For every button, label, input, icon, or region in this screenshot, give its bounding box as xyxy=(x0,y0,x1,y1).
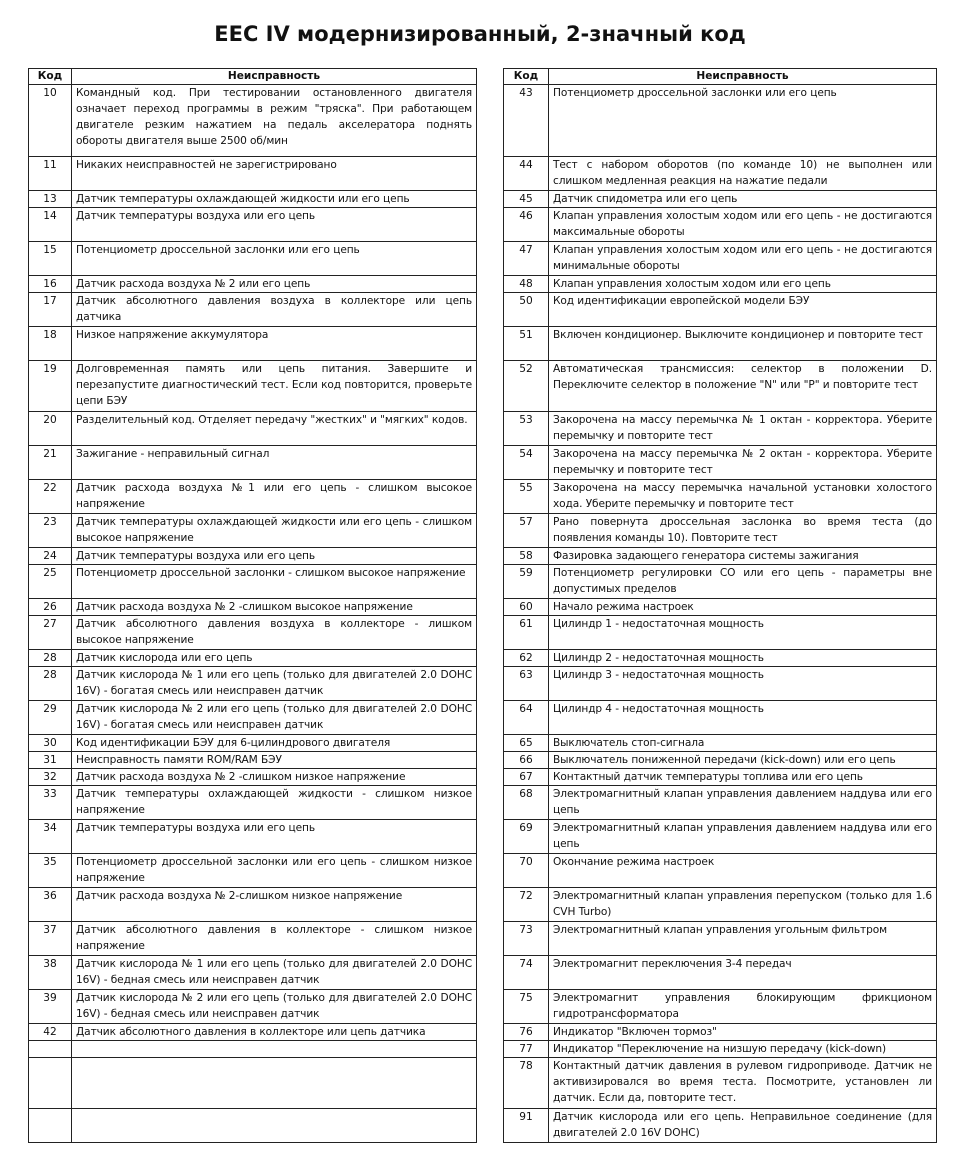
fault-description: Датчик кислорода № 1 или его цепь (только для двигателей 2.0 DOHC 16V) - бедная смесь или неисправен датчик xyxy=(72,956,477,990)
table-row xyxy=(504,242,937,276)
fault-code: 70 xyxy=(504,854,549,888)
fault-code xyxy=(29,1058,72,1109)
fault-description: Низкое напряжение аккумулятора xyxy=(72,327,477,361)
fault-code: 16 xyxy=(29,276,72,293)
table-row xyxy=(29,922,477,956)
fault-code: 24 xyxy=(29,548,72,565)
fault-description: Цилиндр 2 - недостаточная мощность xyxy=(549,650,937,667)
fault-code: 75 xyxy=(504,990,549,1024)
fault-code: 11 xyxy=(29,157,72,191)
table-row xyxy=(29,820,477,854)
fault-code: 74 xyxy=(504,956,549,990)
fault-description: Выключатель пониженной передачи (kick-down) или его цепь xyxy=(549,752,937,769)
fault-description: Электромагнит переключения 3-4 передач xyxy=(549,956,937,990)
table-row xyxy=(504,990,937,1024)
table-row xyxy=(504,157,937,191)
fault-description: Электромагнитный клапан управления угольным фильтром xyxy=(549,922,937,956)
table-row xyxy=(29,565,477,599)
fault-description: Клапан управления холостым ходом или его цепь xyxy=(549,276,937,293)
fault-description: Электромагнитный клапан управления перепуском (только для 1.6 CVH Turbo) xyxy=(549,888,937,922)
fault-code: 76 xyxy=(504,1024,549,1041)
table-row xyxy=(29,85,477,157)
fault-code: 58 xyxy=(504,548,549,565)
fault-description: Разделительный код. Отделяет передачу "жестких" и "мягких" кодов. xyxy=(72,412,477,446)
fault-description: Датчик температуры охлаждающей жидкости - слишком низкое напряжение xyxy=(72,786,477,820)
fault-description: Командный код. При тестировании остановленного двигателя означает переход программы в режим "тряска". При работающем двигателе резким нажатием на педаль акселератора поднять обороты двигателя выше 2500 об/мин xyxy=(72,85,477,157)
table-row xyxy=(504,650,937,667)
fault-code: 63 xyxy=(504,667,549,701)
table-row xyxy=(29,786,477,820)
fault-description: Закорочена на массу перемычка № 2 октан - корректора. Уберите перемычку и повторите тест xyxy=(549,446,937,480)
fault-code: 18 xyxy=(29,327,72,361)
fault-code-table-left xyxy=(28,68,477,1143)
fault-code: 28 xyxy=(29,667,72,701)
fault-code: 26 xyxy=(29,599,72,616)
fault-code: 62 xyxy=(504,650,549,667)
table-row xyxy=(504,667,937,701)
table-row xyxy=(29,191,477,208)
fault-description: Закорочена на массу перемычка № 1 октан - корректора. Уберите перемычку и повторите тест xyxy=(549,412,937,446)
fault-code: 33 xyxy=(29,786,72,820)
table-row xyxy=(504,327,937,361)
fault-description: Датчик кислорода № 2 или его цепь (только для двигателей 2.0 DOHC 16V) - богатая смесь или неисправен датчик xyxy=(72,701,477,735)
fault-description: Датчик температуры воздуха или его цепь xyxy=(72,548,477,565)
fault-description: Датчик кислорода № 1 или его цепь (только для двигателей 2.0 DOHC 16V) - богатая смесь или неисправен датчик xyxy=(72,667,477,701)
table-row xyxy=(29,1109,477,1143)
fault-description: Цилиндр 3 - недостаточная мощность xyxy=(549,667,937,701)
fault-code: 17 xyxy=(29,293,72,327)
fault-description: Датчик температуры воздуха или его цепь xyxy=(72,208,477,242)
column-header-code: Код xyxy=(504,69,549,85)
fault-code: 29 xyxy=(29,701,72,735)
table-row xyxy=(29,650,477,667)
fault-code: 45 xyxy=(504,191,549,208)
fault-code: 46 xyxy=(504,208,549,242)
table-row xyxy=(29,667,477,701)
table-row xyxy=(29,412,477,446)
fault-code: 65 xyxy=(504,735,549,752)
fault-description: Датчик расхода воздуха № 2 -слишком высокое напряжение xyxy=(72,599,477,616)
fault-description: Датчик температуры охлаждающей жидкости или его цепь - слишком высокое напряжение xyxy=(72,514,477,548)
fault-description: Цилиндр 1 - недостаточная мощность xyxy=(549,616,937,650)
table-row xyxy=(504,599,937,616)
table-row xyxy=(29,1024,477,1041)
column-header-fault: Неисправность xyxy=(72,69,477,85)
fault-description: Потенциометр дроссельной заслонки или его цепь - слишком низкое напряжение xyxy=(72,854,477,888)
fault-description: Клапан управления холостым ходом или его цепь - не достигаются максимальные обороты xyxy=(549,208,937,242)
fault-description: Окончание режима настроек xyxy=(549,854,937,888)
fault-code: 15 xyxy=(29,242,72,276)
fault-code: 61 xyxy=(504,616,549,650)
fault-code xyxy=(29,1109,72,1143)
fault-code: 43 xyxy=(504,85,549,157)
page-title: EEC IV модернизированный, 2-значный код xyxy=(214,22,746,46)
table-row xyxy=(29,769,477,786)
fault-description: Датчик кислорода или его цепь xyxy=(72,650,477,667)
fault-description: Датчик температуры охлаждающей жидкости или его цепь xyxy=(72,191,477,208)
fault-description: Код идентификации БЭУ для 6-цилиндрового двигателя xyxy=(72,735,477,752)
fault-description: Рано повернута дроссельная заслонка во время теста (до появления команды 10). Повторите тест xyxy=(549,514,937,548)
fault-code: 39 xyxy=(29,990,72,1024)
fault-description: Потенциометр регулировки CO или его цепь - параметры вне допустимых пределов xyxy=(549,565,937,599)
table-body-right xyxy=(504,85,937,1143)
fault-description: Датчик абсолютного давления в коллекторе - слишком низкое напряжение xyxy=(72,922,477,956)
fault-code: 91 xyxy=(504,1109,549,1143)
fault-description: Электромагнит управления блокирующим фрикционом гидротрансформатора xyxy=(549,990,937,1024)
table-row xyxy=(29,548,477,565)
table-row xyxy=(29,616,477,650)
fault-code: 47 xyxy=(504,242,549,276)
table-row xyxy=(504,1058,937,1109)
table-row xyxy=(504,1109,937,1143)
fault-description: Тест с набором оборотов (по команде 10) не выполнен или слишком медленная реакция на нажатие педали xyxy=(549,157,937,191)
fault-code: 31 xyxy=(29,752,72,769)
table-row xyxy=(29,1041,477,1058)
fault-code: 48 xyxy=(504,276,549,293)
table-row xyxy=(504,191,937,208)
table-row xyxy=(504,735,937,752)
table-row xyxy=(504,85,937,157)
fault-description: Потенциометр дроссельной заслонки - слишком высокое напряжение xyxy=(72,565,477,599)
table-row xyxy=(29,293,477,327)
fault-description: Электромагнитный клапан управления давлением наддува или его цепь xyxy=(549,786,937,820)
column-header-fault: Неисправность xyxy=(549,69,937,85)
table-row xyxy=(504,565,937,599)
fault-code: 55 xyxy=(504,480,549,514)
fault-code: 20 xyxy=(29,412,72,446)
fault-code: 67 xyxy=(504,769,549,786)
table-row xyxy=(29,1058,477,1109)
fault-description: Контактный датчик давления в рулевом гидроприводе. Датчик не активизировался во время теста. Посмотрите, установлен ли датчик. Если да, повторите тест. xyxy=(549,1058,937,1109)
table-body-left xyxy=(29,85,477,1143)
fault-description: Фазировка задающего генератора системы зажигания xyxy=(549,548,937,565)
fault-description: Индикатор "Включен тормоз" xyxy=(549,1024,937,1041)
fault-code: 42 xyxy=(29,1024,72,1041)
fault-code: 50 xyxy=(504,293,549,327)
fault-description: Никаких неисправностей не зарегистрировано xyxy=(72,157,477,191)
fault-description: Контактный датчик температуры топлива или его цепь xyxy=(549,769,937,786)
fault-description: Датчик расхода воздуха № 2-слишком низкое напряжение xyxy=(72,888,477,922)
table-row xyxy=(504,293,937,327)
fault-description: Датчик абсолютного давления воздуха в коллекторе - лишком высокое напряжение xyxy=(72,616,477,650)
fault-description: Код идентификации европейской модели БЭУ xyxy=(549,293,937,327)
fault-description: Датчик расхода воздуха № 2 -слишком низкое напряжение xyxy=(72,769,477,786)
table-row xyxy=(504,276,937,293)
table-row xyxy=(29,208,477,242)
table-row xyxy=(504,888,937,922)
table-row xyxy=(504,616,937,650)
table-row xyxy=(29,599,477,616)
fault-code: 69 xyxy=(504,820,549,854)
table-row xyxy=(29,854,477,888)
table-row xyxy=(504,446,937,480)
fault-description: Зажигание - неправильный сигнал xyxy=(72,446,477,480)
fault-description xyxy=(72,1109,477,1143)
fault-code: 68 xyxy=(504,786,549,820)
table-row xyxy=(29,956,477,990)
table-row xyxy=(504,480,937,514)
table-row xyxy=(504,548,937,565)
fault-code: 53 xyxy=(504,412,549,446)
fault-description: Индикатор "Переключение на низшую передачу (kick-down) xyxy=(549,1041,937,1058)
fault-code: 51 xyxy=(504,327,549,361)
fault-code: 72 xyxy=(504,888,549,922)
fault-description: Датчик расхода воздуха № 2 или его цепь xyxy=(72,276,477,293)
fault-description: Клапан управления холостым ходом или его цепь - не достигаются минимальные обороты xyxy=(549,242,937,276)
fault-code: 73 xyxy=(504,922,549,956)
table-row xyxy=(504,854,937,888)
table-row xyxy=(29,888,477,922)
table-row xyxy=(504,769,937,786)
fault-code: 27 xyxy=(29,616,72,650)
fault-code: 36 xyxy=(29,888,72,922)
fault-description: Долговременная память или цепь питания. Завершите и перезапустите диагностический тест. Если код повторится, проверьте цепи БЭУ xyxy=(72,361,477,412)
fault-code: 37 xyxy=(29,922,72,956)
table-row xyxy=(504,922,937,956)
fault-description: Датчик расхода воздуха №1 или его цепь - слишком высокое напряжение xyxy=(72,480,477,514)
table-row xyxy=(29,514,477,548)
fault-description: Датчик температуры воздуха или его цепь xyxy=(72,820,477,854)
fault-code: 59 xyxy=(504,565,549,599)
fault-code: 78 xyxy=(504,1058,549,1109)
table-row xyxy=(29,361,477,412)
table-row xyxy=(29,480,477,514)
fault-code: 64 xyxy=(504,701,549,735)
fault-code: 22 xyxy=(29,480,72,514)
table-row xyxy=(504,208,937,242)
fault-description: Потенциометр дроссельной заслонки или его цепь xyxy=(72,242,477,276)
table-row xyxy=(504,956,937,990)
fault-code: 21 xyxy=(29,446,72,480)
fault-code: 38 xyxy=(29,956,72,990)
fault-code: 44 xyxy=(504,157,549,191)
table-row xyxy=(504,820,937,854)
fault-code: 19 xyxy=(29,361,72,412)
fault-description: Датчик спидометра или его цепь xyxy=(549,191,937,208)
fault-description: Закорочена на массу перемычка начальной установки холостого хода. Уберите перемычку и повторите тест xyxy=(549,480,937,514)
table-row xyxy=(29,990,477,1024)
table-row xyxy=(29,701,477,735)
table-row xyxy=(29,446,477,480)
fault-code-table-right xyxy=(503,68,937,1143)
fault-code: 60 xyxy=(504,599,549,616)
fault-description: Автоматическая трансмиссия: селектор в положении D. Переключите селектор в положение "N" или "P" и повторите тест xyxy=(549,361,937,412)
column-header-code: Код xyxy=(29,69,72,85)
fault-description: Датчик кислорода № 2 или его цепь (только для двигателей 2.0 DOHC 16V) - бедная смесь или неисправен датчик xyxy=(72,990,477,1024)
fault-code: 66 xyxy=(504,752,549,769)
fault-code: 57 xyxy=(504,514,549,548)
fault-description xyxy=(72,1058,477,1109)
fault-code: 77 xyxy=(504,1041,549,1058)
fault-code xyxy=(29,1041,72,1058)
fault-code: 30 xyxy=(29,735,72,752)
table-row xyxy=(29,157,477,191)
table-row xyxy=(504,701,937,735)
fault-description: Начало режима настроек xyxy=(549,599,937,616)
fault-description: Датчик абсолютного давления воздуха в коллекторе или цепь датчика xyxy=(72,293,477,327)
fault-code: 35 xyxy=(29,854,72,888)
fault-code: 13 xyxy=(29,191,72,208)
fault-description: Цилиндр 4 - недостаточная мощность xyxy=(549,701,937,735)
table-row xyxy=(504,786,937,820)
fault-code: 34 xyxy=(29,820,72,854)
fault-code: 25 xyxy=(29,565,72,599)
fault-code: 14 xyxy=(29,208,72,242)
fault-code: 54 xyxy=(504,446,549,480)
fault-code: 28 xyxy=(29,650,72,667)
table-row xyxy=(504,514,937,548)
table-row xyxy=(29,752,477,769)
table-row xyxy=(504,412,937,446)
table-row xyxy=(504,752,937,769)
table-row xyxy=(504,1041,937,1058)
table-row xyxy=(504,361,937,412)
fault-code: 10 xyxy=(29,85,72,157)
fault-description: Включен кондиционер. Выключите кондиционер и повторите тест xyxy=(549,327,937,361)
table-row xyxy=(29,242,477,276)
table-header xyxy=(29,69,477,85)
fault-code: 23 xyxy=(29,514,72,548)
fault-description: Электромагнитный клапан управления давлением наддува или его цепь xyxy=(549,820,937,854)
fault-code: 52 xyxy=(504,361,549,412)
fault-description xyxy=(72,1041,477,1058)
fault-description: Выключатель стоп-сигнала xyxy=(549,735,937,752)
table-header xyxy=(504,69,937,85)
table-row xyxy=(504,1024,937,1041)
table-row xyxy=(29,735,477,752)
table-row xyxy=(29,327,477,361)
fault-description: Неисправность памяти ROM/RAM БЭУ xyxy=(72,752,477,769)
fault-description: Датчик абсолютного давления в коллекторе или цепь датчика xyxy=(72,1024,477,1041)
table-row xyxy=(29,276,477,293)
fault-description: Датчик кислорода или его цепь. Неправильное соединение (для двигателей 2.0 16V DOHC) xyxy=(549,1109,937,1143)
fault-code: 32 xyxy=(29,769,72,786)
fault-description: Потенциометр дроссельной заслонки или его цепь xyxy=(549,85,937,157)
